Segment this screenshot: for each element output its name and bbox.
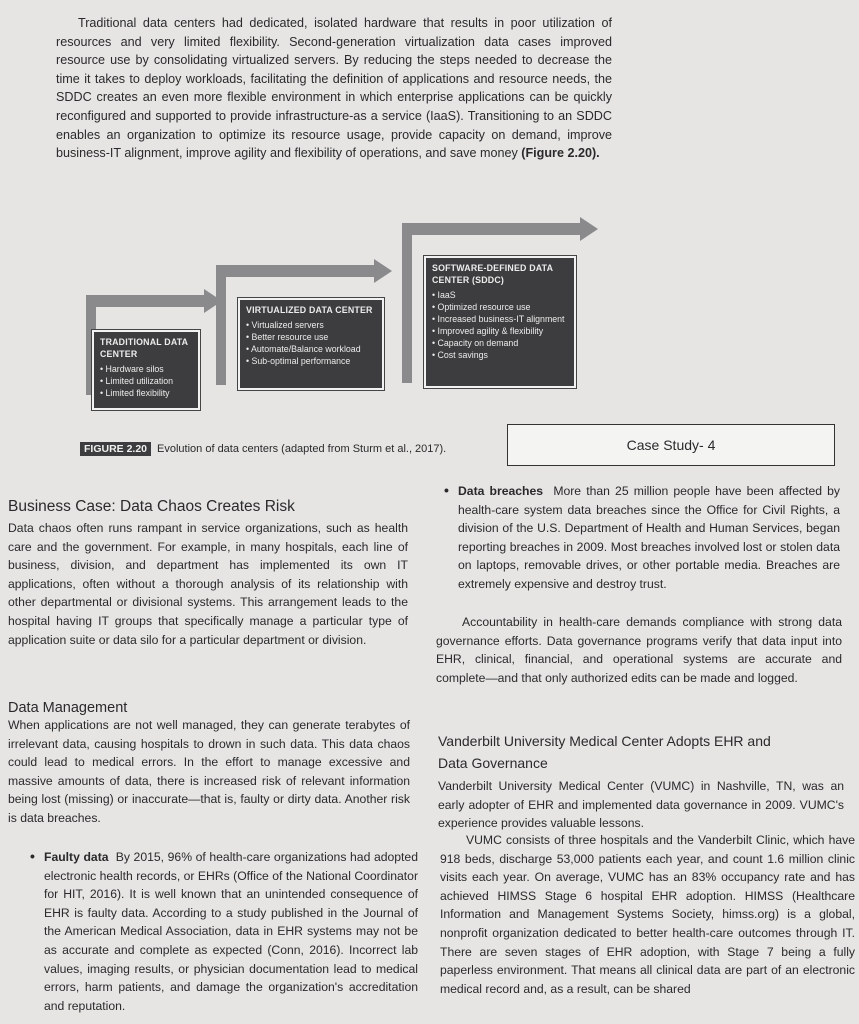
data-breaches-text: More than 25 million people have been affected by health-care system data breaches since the Office for Civil Rights, a division of the U.S. Department of Health and Human Services, began reporting breaches in 2009. Most breaches involved lost or stolen data on laptops, removable drives, or other portable media. Breaches are extremely expensive and destroy trust. [458, 484, 841, 591]
box-item: • Better resource use [246, 331, 376, 343]
figure-caption [80, 443, 446, 455]
case-study-label: Case Study- 4 [626, 437, 716, 453]
step-arrow-3 [402, 223, 582, 235]
box-item: • Hardware silos [100, 363, 192, 375]
box-item: • IaaS [432, 289, 568, 301]
bullet-dot: • [30, 848, 35, 864]
faulty-data-bullet [44, 848, 418, 1015]
data-chaos-paragraph: Data chaos often runs rampant in service organizations, such as health care and the government. For example, in many hospitals, each line of business, division, and department has implemented its own IT applications, often without a thorough analysis of its relationship with other departmental or divisional systems. This arrangement leads to the hospital having IT groups that specifically manage a particular type of application suite or data silo for a particular department or division. [8, 521, 408, 647]
step-arrowhead-2 [374, 259, 392, 283]
case-study-label-box [507, 424, 835, 466]
data-management-heading: Data Management [8, 700, 128, 716]
box-item: • Increased business-IT alignment [432, 313, 568, 325]
intro-text: Traditional data centers had dedicated, isolated hardware that results in poor utilization of resources and very limited flexibility. Second-generation virtualization data cases improved resource use by consolidating virtualized servers. By reducing the steps needed to decrease the time it takes to deploy workloads, facilitating the definition of applications and resource needs, the SDDC creates an even more flexible environment in which enterprise applications can be quickly reconfigured and supported to provide infrastructure-as a service (IaaS). Transitioning to an SDDC enables an organization to optimize its resource usage, provide capacity on demand, improve business-IT alignment, improve agility and flexibility of operations, and save money [56, 16, 612, 161]
box-item: • Limited flexibility [100, 387, 192, 399]
step-riser-2 [216, 265, 226, 385]
faulty-data-lead: Faulty data [44, 850, 109, 864]
box-item: • Capacity on demand [432, 337, 568, 349]
box-item: • Optimized resource use [432, 301, 568, 313]
virtualized-data-center-box [238, 298, 384, 390]
vumc-intro-paragraph: Vanderbilt University Medical Center (VUMC) in Nashville, TN, was an early adopter of EHR and implemented data governance in 2009. VUMC's experience provides valuable lessons. [438, 779, 844, 831]
box-item: • Automate/Balance workload [246, 343, 376, 355]
data-breaches-bullet [458, 482, 840, 594]
traditional-data-center-box [92, 330, 200, 410]
box-title: TRADITIONAL DATA CENTER [100, 337, 188, 359]
box-item: • Virtualized servers [246, 319, 376, 331]
data-management-paragraph: When applications are not well managed, they can generate terabytes of irrelevant data, causing hospitals to drown in such data. This data chaos could lead to medical errors. In the effort to manage excessive and massive amounts of data, there is increased risk of relevant information being lost (missing) or inaccurate—that is, faulty or dirty data. Another risk is data breaches. [8, 718, 410, 825]
box-item: • Sub-optimal performance [246, 355, 376, 367]
step-riser-3 [402, 223, 412, 383]
data-breaches-lead: Data breaches [458, 484, 544, 498]
step-arrowhead-3 [580, 217, 598, 241]
step-arrow-1 [86, 295, 206, 307]
box-item: • Cost savings [432, 349, 568, 361]
accountability-paragraph: Accountability in health-care demands compliance with strong data governance efforts. Data governance programs verify that data input into EHR, clinical, financial, and operational systems are accurate and complete—and that only authorized edits can be made and logged. [436, 615, 842, 685]
sddc-box [424, 256, 576, 388]
step-arrow-2 [216, 265, 376, 277]
box-title: VIRTUALIZED DATA CENTER [246, 305, 373, 315]
intro-paragraph [56, 14, 612, 163]
data-center-evolution-figure [80, 210, 620, 440]
figure-caption-text: Evolution of data centers (adapted from Sturm et al., 2017). [157, 443, 447, 455]
business-case-heading: Business Case: Data Chaos Creates Risk [8, 498, 295, 515]
box-title: SOFTWARE-DEFINED DATA CENTER (SDDC) [432, 263, 553, 285]
figure-label: FIGURE 2.20 [80, 442, 151, 456]
bullet-dot: • [444, 482, 449, 498]
box-item: • Improved agility & flexibility [432, 325, 568, 337]
intro-figure-ref: (Figure 2.20). [521, 146, 600, 161]
faulty-data-text: By 2015, 96% of health-care organizations had adopted electronic health records, or EHRs (Office of the National Coordinator for HIT, 2016). It is well known that an unintended consequence of EHR is faulty data. According to a study published in the Journal of the American Medical Association, data in EHR systems may not be as accurate and complete as expected (Conn, 2016). Incorrect lab values, imaging results, or physician documentation lead to medical errors, harm patients, and damage the organization's accreditation and reputation. [44, 850, 418, 1013]
vumc-heading: Vanderbilt University Medical Center Adopts EHR and Data Governance [438, 733, 771, 771]
box-item: • Limited utilization [100, 375, 192, 387]
vumc-details-paragraph: VUMC consists of three hospitals and the Vanderbilt Clinic, which have 918 beds, discharge 53,000 patients each year, and count 1.6 million clinic visits each year. On average, VUMC has an 83% occupancy rate and has achieved HIMSS Stage 6 hospital EHR adoption. HIMSS (Healthcare Information and Management Systems Society, himss.org) is a global, nonprofit organization dedicated to better health-care outcomes through IT. There are seven stages of EHR adoption, with Stage 7 being a fully paperless environment. That means all clinical data are part of an electronic medical record and, as a result, can be shared [440, 833, 855, 996]
